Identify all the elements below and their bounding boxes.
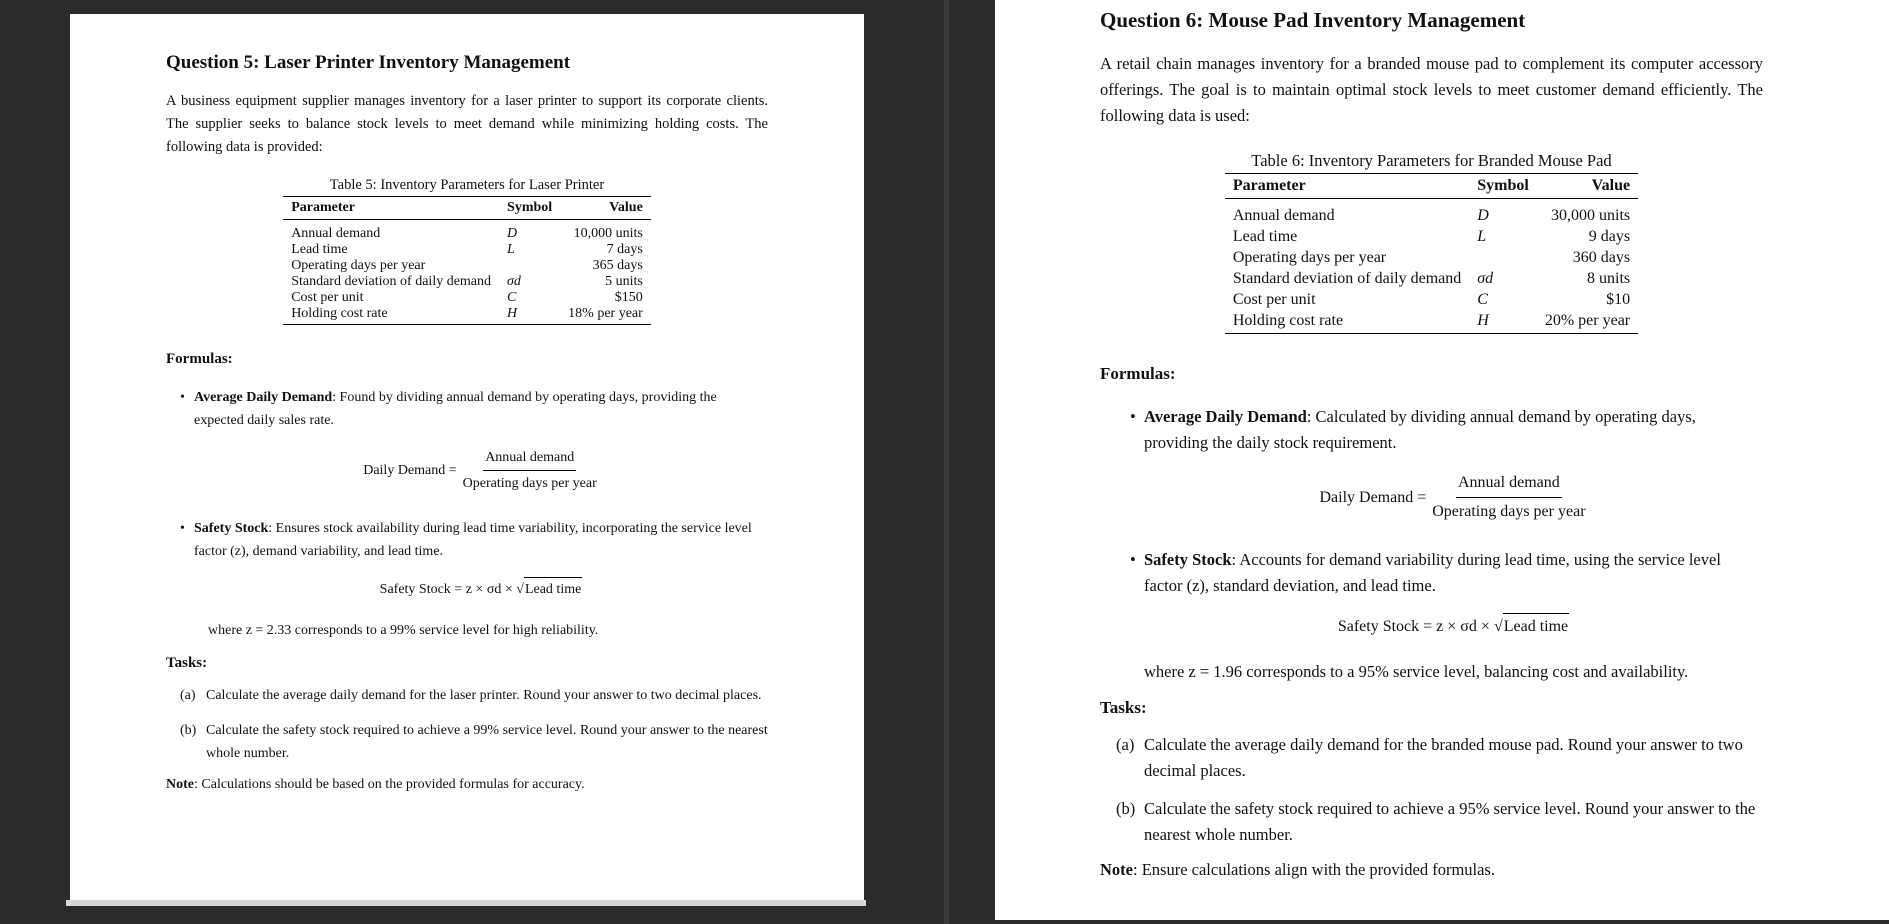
task-label: (a) xyxy=(180,688,196,703)
formula-lhs: Daily Demand = xyxy=(1319,488,1427,506)
task-label: (a) xyxy=(1116,735,1135,754)
table-row xyxy=(283,242,651,258)
daily-demand-formula xyxy=(194,446,768,495)
task-label: (b) xyxy=(1116,799,1136,818)
formula-lhs: Safety Stock = z × σd × √ xyxy=(1337,617,1503,635)
bullet-term: Safety Stock xyxy=(1144,550,1232,569)
page-divider xyxy=(944,0,949,924)
table-row xyxy=(283,258,651,274)
table-cell: H xyxy=(499,306,560,325)
table-cell: C xyxy=(507,290,517,305)
fraction-numerator: Annual demand xyxy=(483,446,576,471)
table-cell: $150 xyxy=(614,290,643,305)
table-cell: D xyxy=(1477,207,1489,224)
z-value-note: where z = 2.33 corresponds to a 99% service level for high reliability. xyxy=(208,623,599,638)
table-cell: σd xyxy=(1477,270,1494,287)
column-header-symbol: Symbol xyxy=(1469,174,1537,199)
table-row xyxy=(1225,247,1638,268)
list-item xyxy=(1144,547,1763,640)
table-cell: 365 days xyxy=(592,258,643,273)
table-cell: L xyxy=(507,242,515,257)
bullet-term: Safety Stock xyxy=(194,521,269,536)
table-row xyxy=(283,220,651,243)
fraction-denominator: Operating days per year xyxy=(1432,503,1586,520)
fraction-numerator: Annual demand xyxy=(1456,470,1562,498)
table-cell: 20% per year xyxy=(1537,310,1638,334)
bullet-text: : Accounts for demand variability during lead time, using the service level factor (z), standard deviation, and lead time. xyxy=(1144,550,1721,595)
table-caption: Table 5: Inventory Parameters for Laser Printer xyxy=(329,177,605,193)
note xyxy=(1100,860,1763,880)
table-cell: $10 xyxy=(1606,291,1631,308)
formulas-heading: Formulas: xyxy=(1100,364,1176,383)
column-header-parameter: Parameter xyxy=(283,197,499,220)
daily-demand-formula xyxy=(1144,470,1763,525)
column-header-value: Value xyxy=(1537,174,1638,199)
tasks-heading: Tasks: xyxy=(1100,698,1147,717)
table-row xyxy=(1225,226,1638,247)
table-cell: D xyxy=(507,226,518,241)
question-title: Question 6: Mouse Pad Inventory Management xyxy=(1100,8,1526,32)
table-row xyxy=(1225,289,1638,310)
table-row xyxy=(283,290,651,306)
table-cell: 360 days xyxy=(1572,249,1631,266)
table-cell: Lead time xyxy=(1232,228,1298,245)
column-header-value: Value xyxy=(560,197,651,220)
table-cell: σd xyxy=(507,274,521,289)
table-cell: Operating days per year xyxy=(1232,249,1387,266)
z-value-note: where z = 1.96 corresponds to a 95% service level, balancing cost and availability. xyxy=(1144,662,1689,681)
list-item xyxy=(180,684,768,707)
table-cell: Cost per unit xyxy=(291,290,364,305)
table-cell: Operating days per year xyxy=(291,258,426,273)
bullet-text: : Ensures stock availability during lead time variability, incorporating the service level factor (z), demand variability, and lead time. xyxy=(194,521,752,559)
parameter-table xyxy=(283,196,651,325)
column-header-symbol: Symbol xyxy=(499,197,560,220)
table-cell: Annual demand xyxy=(291,226,381,241)
safety-stock-formula xyxy=(194,577,768,601)
note-text: : Calculations should be based on the provided formulas for accuracy. xyxy=(194,777,585,792)
table-row xyxy=(283,274,651,290)
list-item xyxy=(194,386,768,495)
table-cell: 9 days xyxy=(1588,228,1631,245)
table-cell: Standard deviation of daily demand xyxy=(1232,270,1462,287)
task-text: Calculate the safety stock required to achieve a 95% service level. Round your answer to the nearest whole number. xyxy=(1144,799,1756,844)
table-cell: 5 units xyxy=(605,274,643,289)
tasks-heading: Tasks: xyxy=(166,655,208,671)
bullet-text: : Found by dividing annual demand by operating days, providing the expected daily sales rate. xyxy=(194,390,717,428)
table-cell: 7 days xyxy=(606,242,643,257)
document-page-left xyxy=(70,14,864,902)
question-title: Question 5: Laser Printer Inventory Management xyxy=(166,52,571,73)
bullet-term: Average Daily Demand xyxy=(1144,407,1307,426)
table-cell: Lead time xyxy=(291,242,348,257)
table-cell: L xyxy=(1477,228,1487,245)
column-header-parameter: Parameter xyxy=(1225,174,1469,199)
formula-lhs: Daily Demand = xyxy=(363,463,457,478)
task-text: Calculate the average daily demand for the laser printer. Round your answer to two decimal places. xyxy=(206,688,762,703)
note-label: Note xyxy=(166,777,194,792)
bullet-term: Average Daily Demand xyxy=(194,390,333,405)
table-cell: Annual demand xyxy=(1232,207,1335,224)
page-bottom-edge xyxy=(66,900,866,906)
note-text: : Ensure calculations align with the provided formulas. xyxy=(1132,860,1495,879)
list-item xyxy=(1116,732,1763,784)
table-row xyxy=(283,306,651,325)
table-cell: 10,000 units xyxy=(573,226,643,241)
sqrt-argument: Lead time xyxy=(524,577,582,601)
table-cell: Standard deviation of daily demand xyxy=(291,274,492,289)
document-page-right xyxy=(995,0,1889,920)
sqrt-argument: Lead time xyxy=(1503,613,1569,640)
fraction xyxy=(461,446,599,495)
table-row xyxy=(1225,268,1638,289)
parameter-table-block xyxy=(283,177,651,325)
table-cell: C xyxy=(1477,291,1488,308)
intro-paragraph: A business equipment supplier manages inventory for a laser printer to support its corporate clients. The supplier seeks to balance stock levels to meet demand while minimizing holding costs. The following data is provided: xyxy=(166,93,768,155)
parameter-table-block xyxy=(1225,151,1638,334)
task-list xyxy=(166,684,768,765)
formulas-heading: Formulas: xyxy=(166,351,233,367)
note xyxy=(166,777,768,793)
formula-list xyxy=(1100,404,1763,640)
safety-stock-formula xyxy=(1144,613,1763,640)
intro-paragraph: A retail chain manages inventory for a branded mouse pad to complement its computer accessory offerings. The goal is to maintain optimal stock levels to meet customer demand efficiently. The following data is used: xyxy=(1100,54,1763,125)
table-cell: H xyxy=(1469,310,1537,334)
formula-list xyxy=(166,386,768,601)
table-row xyxy=(1225,199,1638,227)
list-item xyxy=(194,517,768,601)
task-text: Calculate the average daily demand for the branded mouse pad. Round your answer to two decimal places. xyxy=(1144,735,1743,780)
list-item xyxy=(1144,404,1763,525)
table-cell xyxy=(499,258,560,274)
task-list xyxy=(1100,732,1763,848)
table-cell: 30,000 units xyxy=(1551,207,1631,224)
table-cell: 18% per year xyxy=(560,306,651,325)
table-cell: Holding cost rate xyxy=(1225,310,1469,334)
fraction-denominator: Operating days per year xyxy=(462,476,597,491)
table-cell: 8 units xyxy=(1587,270,1631,287)
bullet-text: : Calculated by dividing annual demand by operating days, providing the daily stock requirement. xyxy=(1144,407,1696,452)
table-cell: Holding cost rate xyxy=(283,306,499,325)
table-cell xyxy=(1469,247,1537,268)
list-item xyxy=(1116,796,1763,848)
parameter-table xyxy=(1225,173,1638,334)
task-text: Calculate the safety stock required to achieve a 99% service level. Round your answer to the nearest whole number. xyxy=(206,723,768,761)
formula-lhs: Safety Stock = z × σd × √ xyxy=(379,581,524,597)
note-label: Note xyxy=(1100,860,1133,879)
task-label: (b) xyxy=(180,723,197,738)
fraction xyxy=(1430,470,1587,525)
table-row xyxy=(1225,310,1638,334)
table-caption: Table 6: Inventory Parameters for Branded Mouse Pad xyxy=(1251,151,1612,170)
table-cell: Cost per unit xyxy=(1232,291,1316,308)
list-item xyxy=(180,719,768,765)
